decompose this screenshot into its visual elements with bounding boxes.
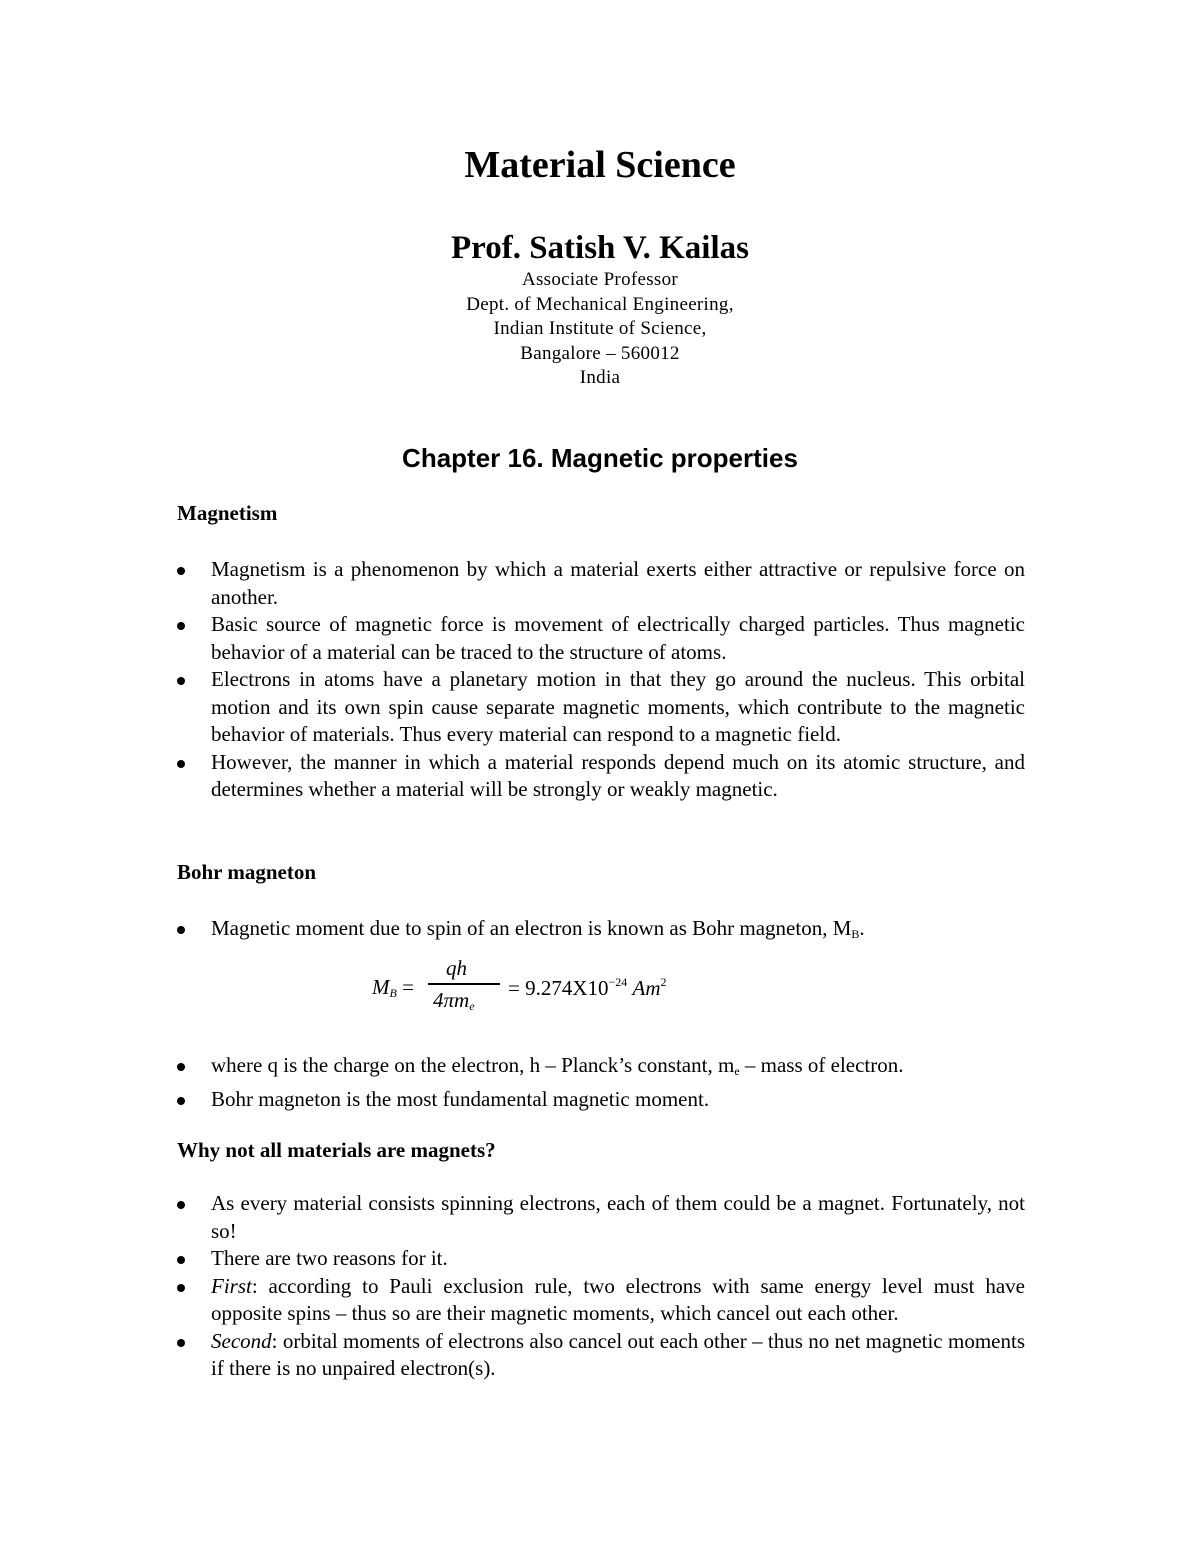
formula-exponent: −24 (608, 975, 628, 989)
bullet-text: Electrons in atoms have a planetary motion in that they go around the nucleus. This orbital motion and its own spin cause separate magnetic moments, which contribute to the magnetic behavior of materials. Thus every material can respond to a magnetic field. (211, 667, 1025, 746)
author-name: Prof. Satish V. Kailas (451, 230, 749, 266)
bullet-text: where q is the charge on the electron, h – Planck’s constant, m (211, 1053, 735, 1077)
bullet-icon (177, 1201, 185, 1209)
bohr-bullet-list-2 (177, 1052, 1025, 1113)
bullet-label-first: First (211, 1273, 252, 1298)
bullet-label-second: Second (211, 1328, 272, 1353)
bohr-bullet-list-1 (177, 915, 1025, 949)
bullet-text: Basic source of magnetic force is movement of electrically charged particles. Thus magnetic behavior of a material can be traced to the structure of atoms. (211, 612, 1025, 664)
fraction-bar (428, 983, 500, 985)
magnetism-bullet-list (177, 556, 1025, 804)
document-title: Material Science (464, 144, 736, 186)
bullet-text: Magnetic moment due to spin of an electron is known as Bohr magneton, M (211, 916, 852, 940)
list-item (177, 1086, 1025, 1114)
list-item (177, 1273, 1025, 1328)
bullet-icon (177, 1097, 185, 1105)
bullet-icon (177, 1339, 185, 1347)
section-heading-magnetism: Magnetism (177, 501, 278, 525)
list-item (177, 556, 1025, 611)
formula-numerator: qh (446, 956, 467, 980)
bullet-icon (177, 622, 185, 630)
subscript: e (734, 1064, 740, 1078)
list-item (177, 611, 1025, 666)
bullet-icon (177, 1256, 185, 1264)
chapter-title: Chapter 16. Magnetic properties (402, 443, 798, 473)
list-item (177, 749, 1025, 804)
why-not-bullet-list (177, 1190, 1025, 1383)
bullet-text-end: – mass of electron. (739, 1053, 904, 1077)
bullet-text: Magnetism is a phenomenon by which a material exerts either attractive or repulsive force on another. (211, 557, 1025, 609)
subscript: B (851, 927, 860, 941)
bullet-icon (177, 926, 185, 934)
bullet-text: Bohr magneton is the most fundamental magnetic moment. (211, 1086, 710, 1111)
bullet-text: : according to Pauli exclusion rule, two electrons with same energy level must have opposite spins – thus so are their magnetic moments, which cancel out each other. (211, 1273, 1025, 1325)
formula-symbol-m: M (372, 975, 390, 999)
bullet-text: As every material consists spinning electrons, each of them could be a magnet. Fortunately, not so! (211, 1191, 1025, 1243)
formula-unit-exponent: 2 (660, 975, 667, 989)
bullet-text: There are two reasons for it. (211, 1246, 448, 1270)
affiliation-line: Dept. of Mechanical Engineering, (466, 293, 734, 315)
affiliation-line: Bangalore – 560012 (520, 342, 680, 364)
bullet-icon (177, 760, 185, 768)
list-item (177, 1245, 1025, 1273)
formula-equals: = (402, 975, 414, 999)
bullet-icon (177, 1284, 185, 1292)
formula-denominator (433, 988, 475, 1014)
bullet-text: However, the manner in which a material responds depend much on its atomic structure, and determines whether a material will be strongly or weakly magnetic. (211, 749, 1025, 801)
bullet-text-end: . (859, 916, 865, 940)
bullet-text: : orbital moments of electrons also cancel out each other – thus no net magnetic moments if there is no unpaired electron(s). (211, 1328, 1025, 1380)
bohr-magneton-formula (370, 955, 690, 1025)
formula-rhs (508, 975, 667, 1001)
formula-unit: Am (632, 976, 661, 1000)
formula-subscript: B (389, 986, 397, 1000)
section-heading-bohr-magneton: Bohr magneton (177, 860, 317, 884)
formula-lhs (372, 975, 414, 1001)
affiliation-line: Associate Professor (521, 269, 679, 290)
formula-subscript: e (469, 999, 475, 1013)
list-item (177, 666, 1025, 749)
affiliation-line: India (579, 367, 621, 388)
formula-denominator-text: 4πm (433, 988, 470, 1012)
bullet-icon (177, 677, 185, 685)
list-item (177, 1052, 1025, 1086)
author-affiliation (0, 268, 1200, 391)
list-item (177, 1328, 1025, 1383)
affiliation-line: Indian Institute of Science, (493, 318, 707, 339)
section-heading-why-not-magnets: Why not all materials are magnets? (177, 1138, 496, 1162)
list-item (177, 915, 1025, 949)
bullet-icon (177, 1063, 185, 1071)
formula-value: = 9.274X10 (508, 976, 609, 1000)
list-item (177, 1190, 1025, 1245)
bullet-icon (177, 567, 185, 575)
